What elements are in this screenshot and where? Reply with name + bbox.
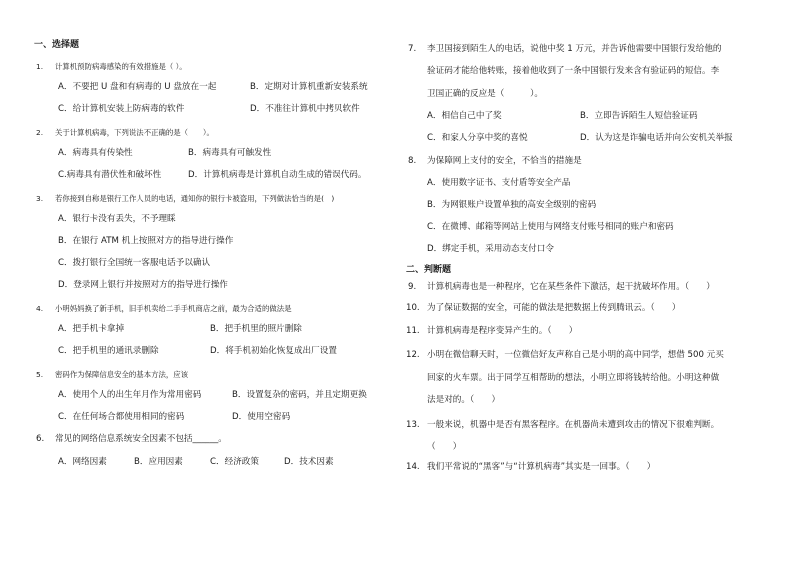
- question-13-line-1: 一般来说，机器中是否有黑客程序。在机器尚未遭到攻击的情况下很难判断。: [427, 420, 720, 430]
- question-4-option-a: A．把手机卡拿掉: [58, 324, 125, 334]
- question-2-number: 2.: [36, 128, 44, 137]
- question-1-option-a: A．不要把 U 盘和有病毒的 U 盘放在一起: [58, 82, 217, 92]
- question-4-text: 小明妈妈换了新手机，旧手机卖给二手手机商店之前，最为合适的做法是: [55, 304, 292, 313]
- question-5-option-c: C．在任何场合都使用相同的密码: [58, 412, 185, 422]
- question-14-number: 14.: [406, 462, 420, 472]
- question-6-option-d: D．技术因素: [284, 457, 334, 467]
- question-10-number: 10.: [406, 303, 420, 313]
- section-title-judgement: 二、判断题: [406, 265, 452, 275]
- question-11-text: 计算机病毒是程序变异产生的。（ ）: [427, 326, 578, 336]
- question-7-option-a: A．相信自己中了奖: [427, 111, 502, 121]
- question-7-number: 7.: [408, 44, 417, 54]
- section-title-choice: 一、选择题: [34, 40, 80, 50]
- question-10-text: 为了保证数据的安全，可能的做法是把数据上传到腾讯云。（ ）: [427, 303, 681, 313]
- question-12-line-3: 法是对的。（ ）: [427, 395, 501, 405]
- question-3-number: 3.: [36, 194, 44, 203]
- question-12-line-2: 回家的火车票。出于同学互相帮助的想法，小明立即将钱转给他。小明这种做: [427, 373, 720, 383]
- question-4-option-d: D．将手机初始化恢复成出厂设置: [210, 346, 337, 356]
- question-13-number: 13.: [406, 420, 420, 430]
- question-8-text: 为保障网上支付的安全，不恰当的措施是: [427, 156, 582, 166]
- question-8-option-c: C．在微博、邮箱等网站上使用与网络支付账号相同的账户和密码: [427, 222, 674, 232]
- question-5-number: 5.: [36, 370, 44, 379]
- question-7-option-c: C．和家人分享中奖的喜悦: [427, 133, 528, 143]
- question-9-number: 9.: [408, 282, 417, 292]
- question-2-text: 关于计算机病毒，下列说法不正确的是（ ）。: [55, 128, 214, 137]
- question-2-option-b: B．病毒具有可触发性: [188, 148, 272, 158]
- question-3-option-d: D．登录网上银行并按照对方的指导进行操作: [58, 280, 228, 290]
- question-5-option-b: B．设置复杂的密码，并且定期更换: [232, 390, 367, 400]
- question-8-option-a: A．使用数字证书、支付盾等安全产品: [427, 178, 571, 188]
- question-5-option-d: D．使用空密码: [232, 412, 291, 422]
- question-5-option-a: A．使用个人的出生年月作为常用密码: [58, 390, 202, 400]
- question-3-option-b: B．在银行 ATM 机上按照对方的指导进行操作: [58, 236, 234, 246]
- question-12-line-1: 小明在微信聊天时，一位微信好友声称自己是小明的高中同学，想借 500 元买: [427, 350, 724, 360]
- question-1-option-c: C．给计算机安装上防病毒的软件: [58, 104, 185, 114]
- question-3-option-a: A．银行卡没有丢失，不予理睬: [58, 214, 176, 224]
- question-6-option-a: A．网络因素: [58, 457, 107, 467]
- question-5-text: 密码作为保障信息安全的基本方法，应该: [55, 370, 189, 379]
- question-6-option-b: B．应用因素: [134, 457, 183, 467]
- question-6-text: 常见的网络信息系统安全因素不包括______。: [55, 434, 227, 444]
- question-1-number: 1.: [36, 62, 44, 71]
- question-8-number: 8.: [408, 156, 417, 166]
- question-7-line-1: 李卫国接到陌生人的电话，说他中奖 1 万元，并告诉他需要中国银行发给他的: [427, 44, 722, 54]
- question-2-option-c: C.病毒具有潜伏性和破坏性: [58, 170, 162, 180]
- question-8-option-d: D．绑定手机，采用动态支付口令: [427, 244, 554, 254]
- question-2-option-d: D．计算机病毒是计算机自动生成的错误代码。: [188, 170, 367, 180]
- question-1-option-b: B．定期对计算机重新安装系统: [250, 82, 368, 92]
- question-4-option-c: C．把手机里的通讯录删除: [58, 346, 159, 356]
- question-8-option-b: B．为网银账户设置单独的高安全级别的密码: [427, 200, 597, 210]
- question-1-text: 计算机预防病毒感染的有效措施是（ ）。: [55, 62, 187, 71]
- question-9-text: 计算机病毒也是一种程序，它在某些条件下激活，起干扰破坏作用。（ ）: [427, 282, 715, 292]
- question-11-number: 11.: [406, 326, 420, 336]
- question-3-option-c: C．拨打银行全国统一客服电话予以确认: [58, 258, 211, 268]
- question-14-text: 我们平常说的“黑客”与“计算机病毒”其实是一回事。（ ）: [427, 462, 656, 472]
- question-3-text: 若你接到自称是银行工作人员的电话，通知你的银行卡被盗用，下列做法恰当的是( ): [55, 194, 335, 203]
- question-6-number: 6.: [36, 434, 45, 444]
- question-7-line-2: 验证码才能给他转账，接着他收到了一条中国银行发来含有验证码的短信。李: [427, 66, 720, 76]
- question-7-option-b: B．立即告诉陌生人短信验证码: [580, 111, 698, 121]
- question-2-option-a: A．病毒具有传染性: [58, 148, 133, 158]
- question-7-option-d: D．认为这是诈骗电话并向公安机关举报: [580, 133, 733, 143]
- question-13-line-2: （ ）: [427, 442, 462, 452]
- question-6-option-c: C．经济政策: [210, 457, 259, 467]
- question-1-option-d: D．不准往计算机中拷贝软件: [250, 104, 360, 114]
- question-12-number: 12.: [406, 350, 420, 360]
- question-4-number: 4.: [36, 304, 44, 313]
- question-7-line-3: 卫国正确的反应是（ ）。: [427, 89, 544, 99]
- question-4-option-b: B．把手机里的照片删除: [210, 324, 302, 334]
